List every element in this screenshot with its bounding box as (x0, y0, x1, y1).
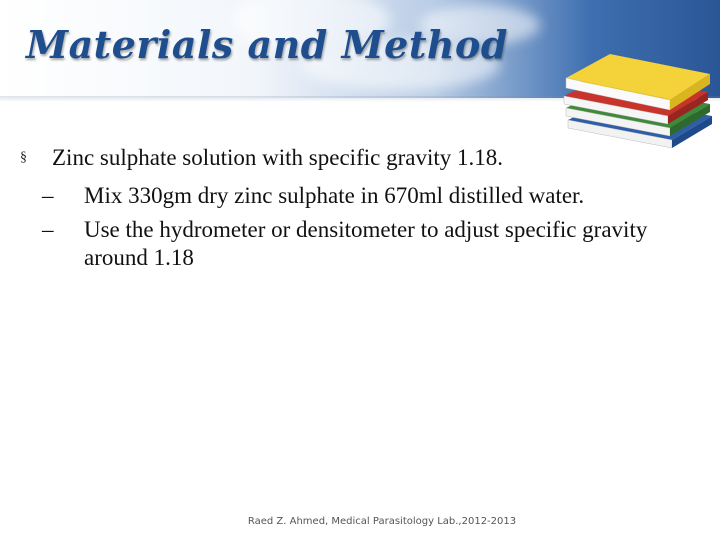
bullet-item (20, 144, 710, 172)
bullet-marker: § (20, 150, 27, 165)
sub-bullet-item (42, 182, 710, 210)
sub-bullet-item (42, 216, 710, 272)
bullet-text: Zinc sulphate solution with specific gravity 1.18. (52, 145, 503, 170)
slide-content (20, 144, 710, 278)
sub-bullet-marker: – (42, 217, 54, 242)
sub-bullet-marker: – (42, 183, 54, 208)
book-stack-icon (560, 34, 720, 154)
sub-bullet-text: Mix 330gm dry zinc sulphate in 670ml distilled water. (84, 183, 585, 208)
slide-title: Materials and Method (26, 22, 508, 67)
slide-footer: Raed Z. Ahmed, Medical Parasitology Lab.,2012-2013 (247, 516, 517, 527)
sub-bullet-text: Use the hydrometer or densitometer to adjust specific gravity around 1.18 (84, 217, 648, 270)
